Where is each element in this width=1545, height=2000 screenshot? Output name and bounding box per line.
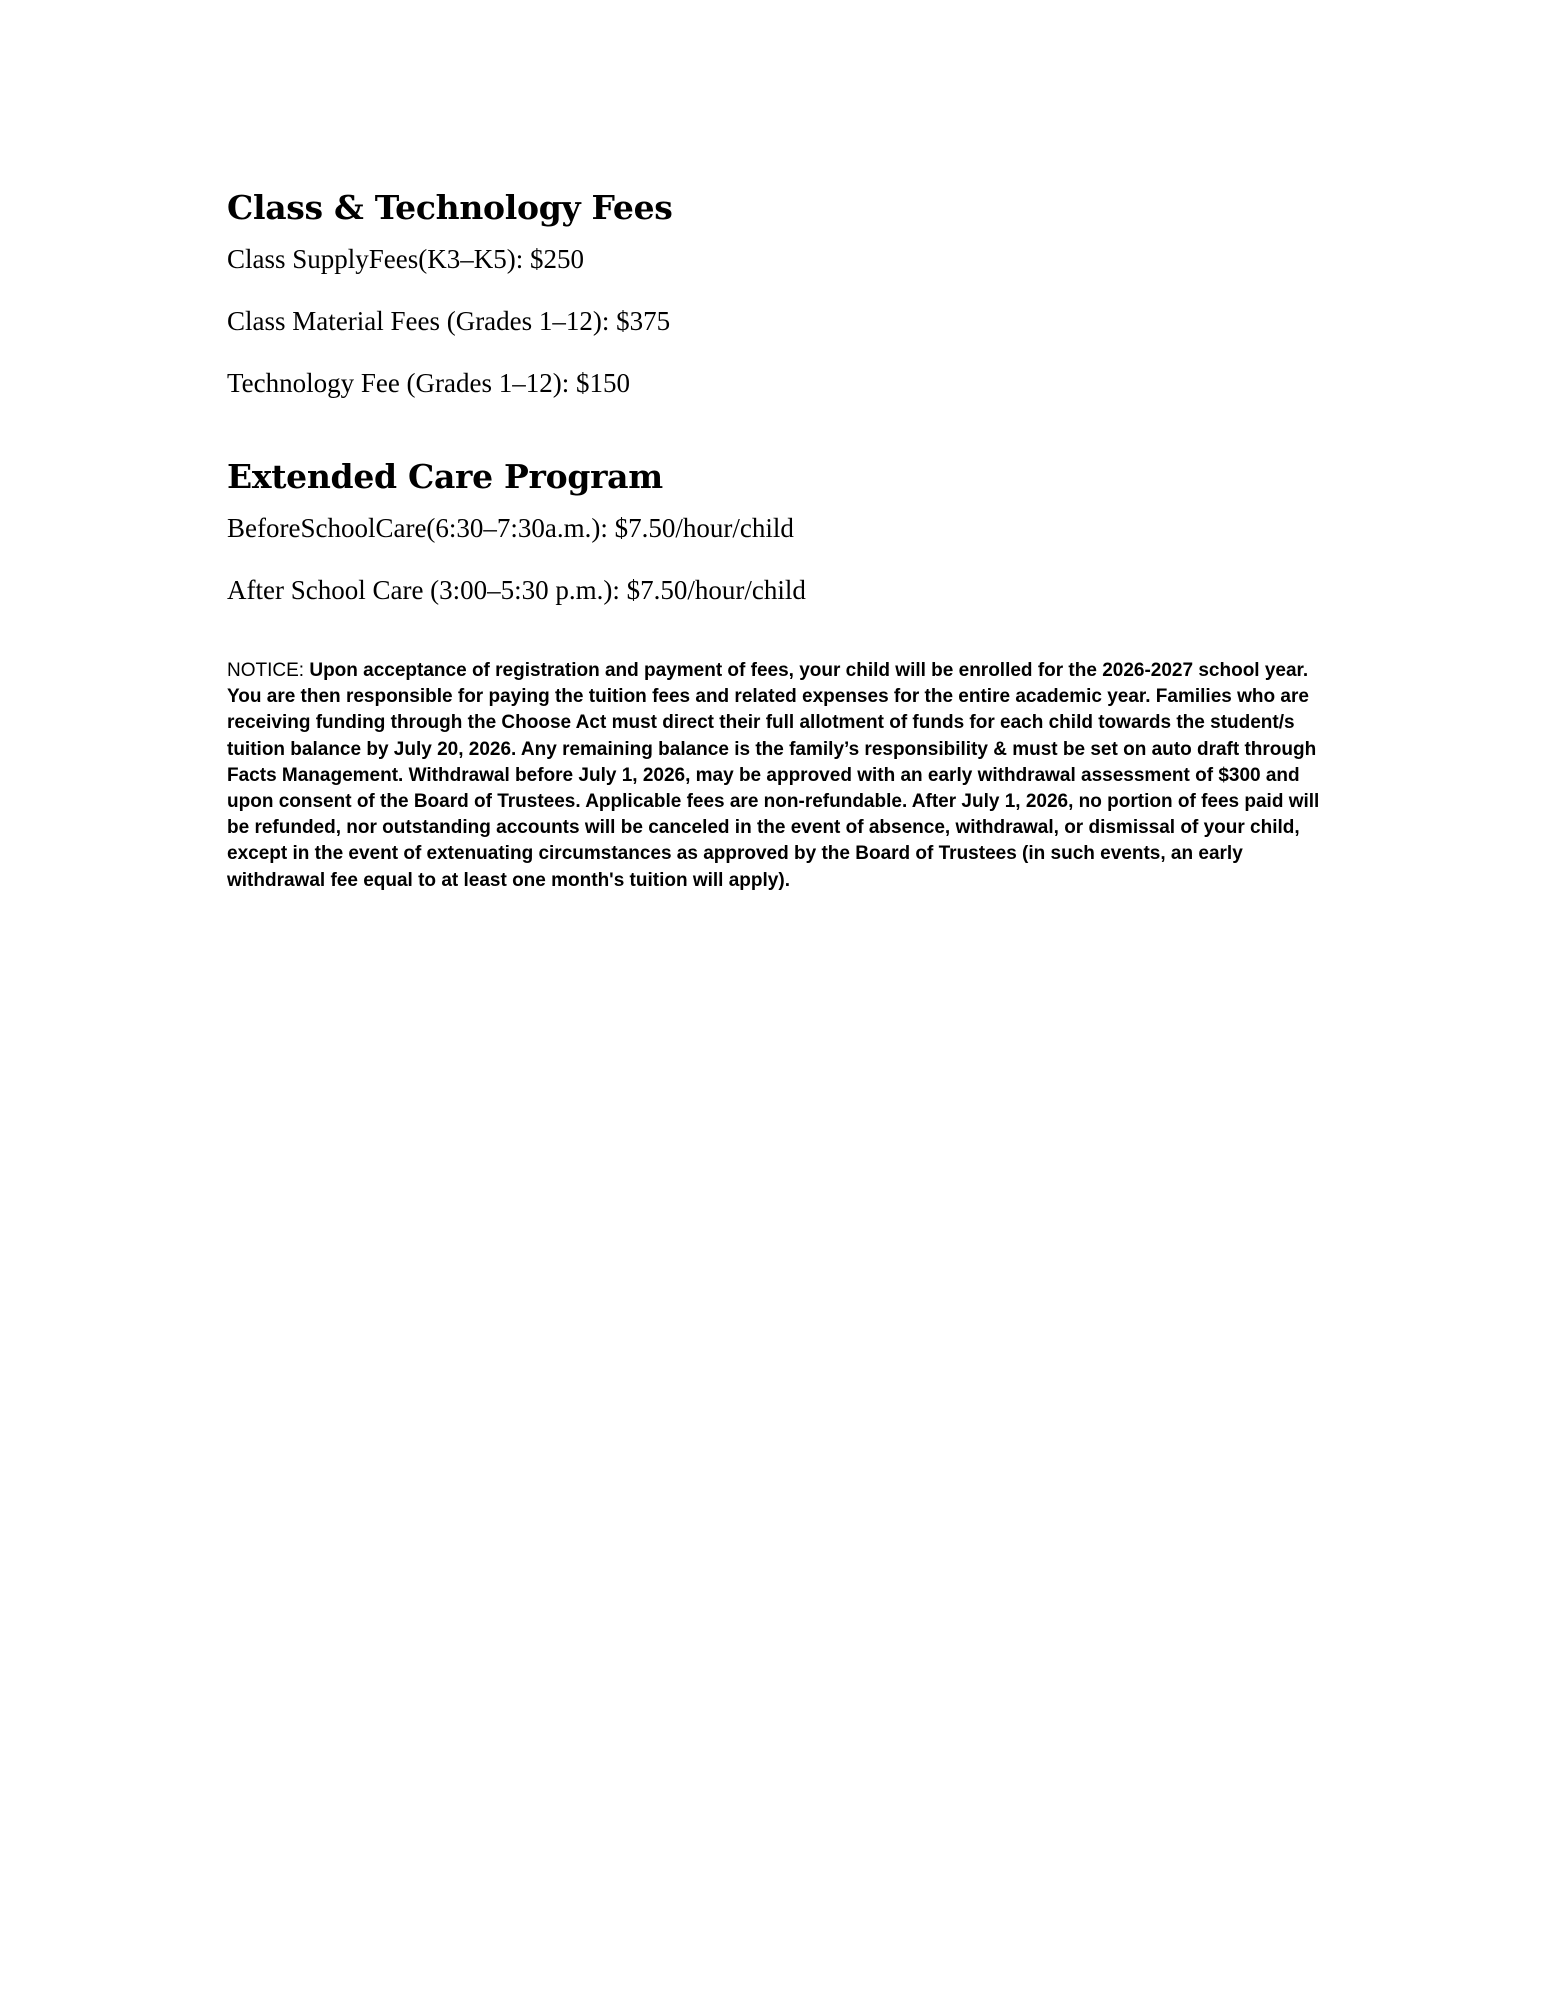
class-supply-fee-line: Class SupplyFees(K3–K5): $250 — [227, 244, 584, 274]
class-technology-fees-heading: Class & Technology Fees — [227, 188, 673, 227]
technology-fee-line: Technology Fee (Grades 1–12): $150 — [227, 368, 631, 398]
notice-body: Upon acceptance of registration and payment of fees, your child will be enrolled for the 2026-2027 school year. You are then responsible for paying the tuition fees and related expenses for the entire academic year. Families who are receiving funding through the Choose Act must direct their full allotment of funds for each child towards the student/s tuition balance by July 20, 2026. Any remaining balance is the family’s responsibility & must be set on auto draft through Facts Management. Withdrawal before July 1, 2026, may be approved with an early withdrawal assessment of $300 and upon consent of the Board of Trustees. Applicable fees are non-refundable. After July 1, 2026, no portion of fees paid will be refunded, nor outstanding accounts will be canceled in the event of absence, withdrawal, or dismissal of your child, except in the event of extenuating circumstances as approved by the Board of Trustees (in such events, an early withdrawal fee equal to at least one month's tuition will apply). — [227, 660, 1320, 891]
extended-care-program-heading: Extended Care Program — [227, 457, 663, 496]
notice-paragraph — [227, 658, 1327, 894]
document-content — [227, 180, 1327, 894]
before-school-care-line: BeforeSchoolCare(6:30–7:30a.m.): $7.50/hour/child — [227, 513, 794, 543]
class-material-fee-line: Class Material Fees (Grades 1–12): $375 — [227, 306, 671, 336]
after-school-care-line: After School Care (3:00–5:30 p.m.): $7.50/hour/child — [227, 575, 806, 605]
notice-label: NOTICE: — [227, 660, 310, 681]
